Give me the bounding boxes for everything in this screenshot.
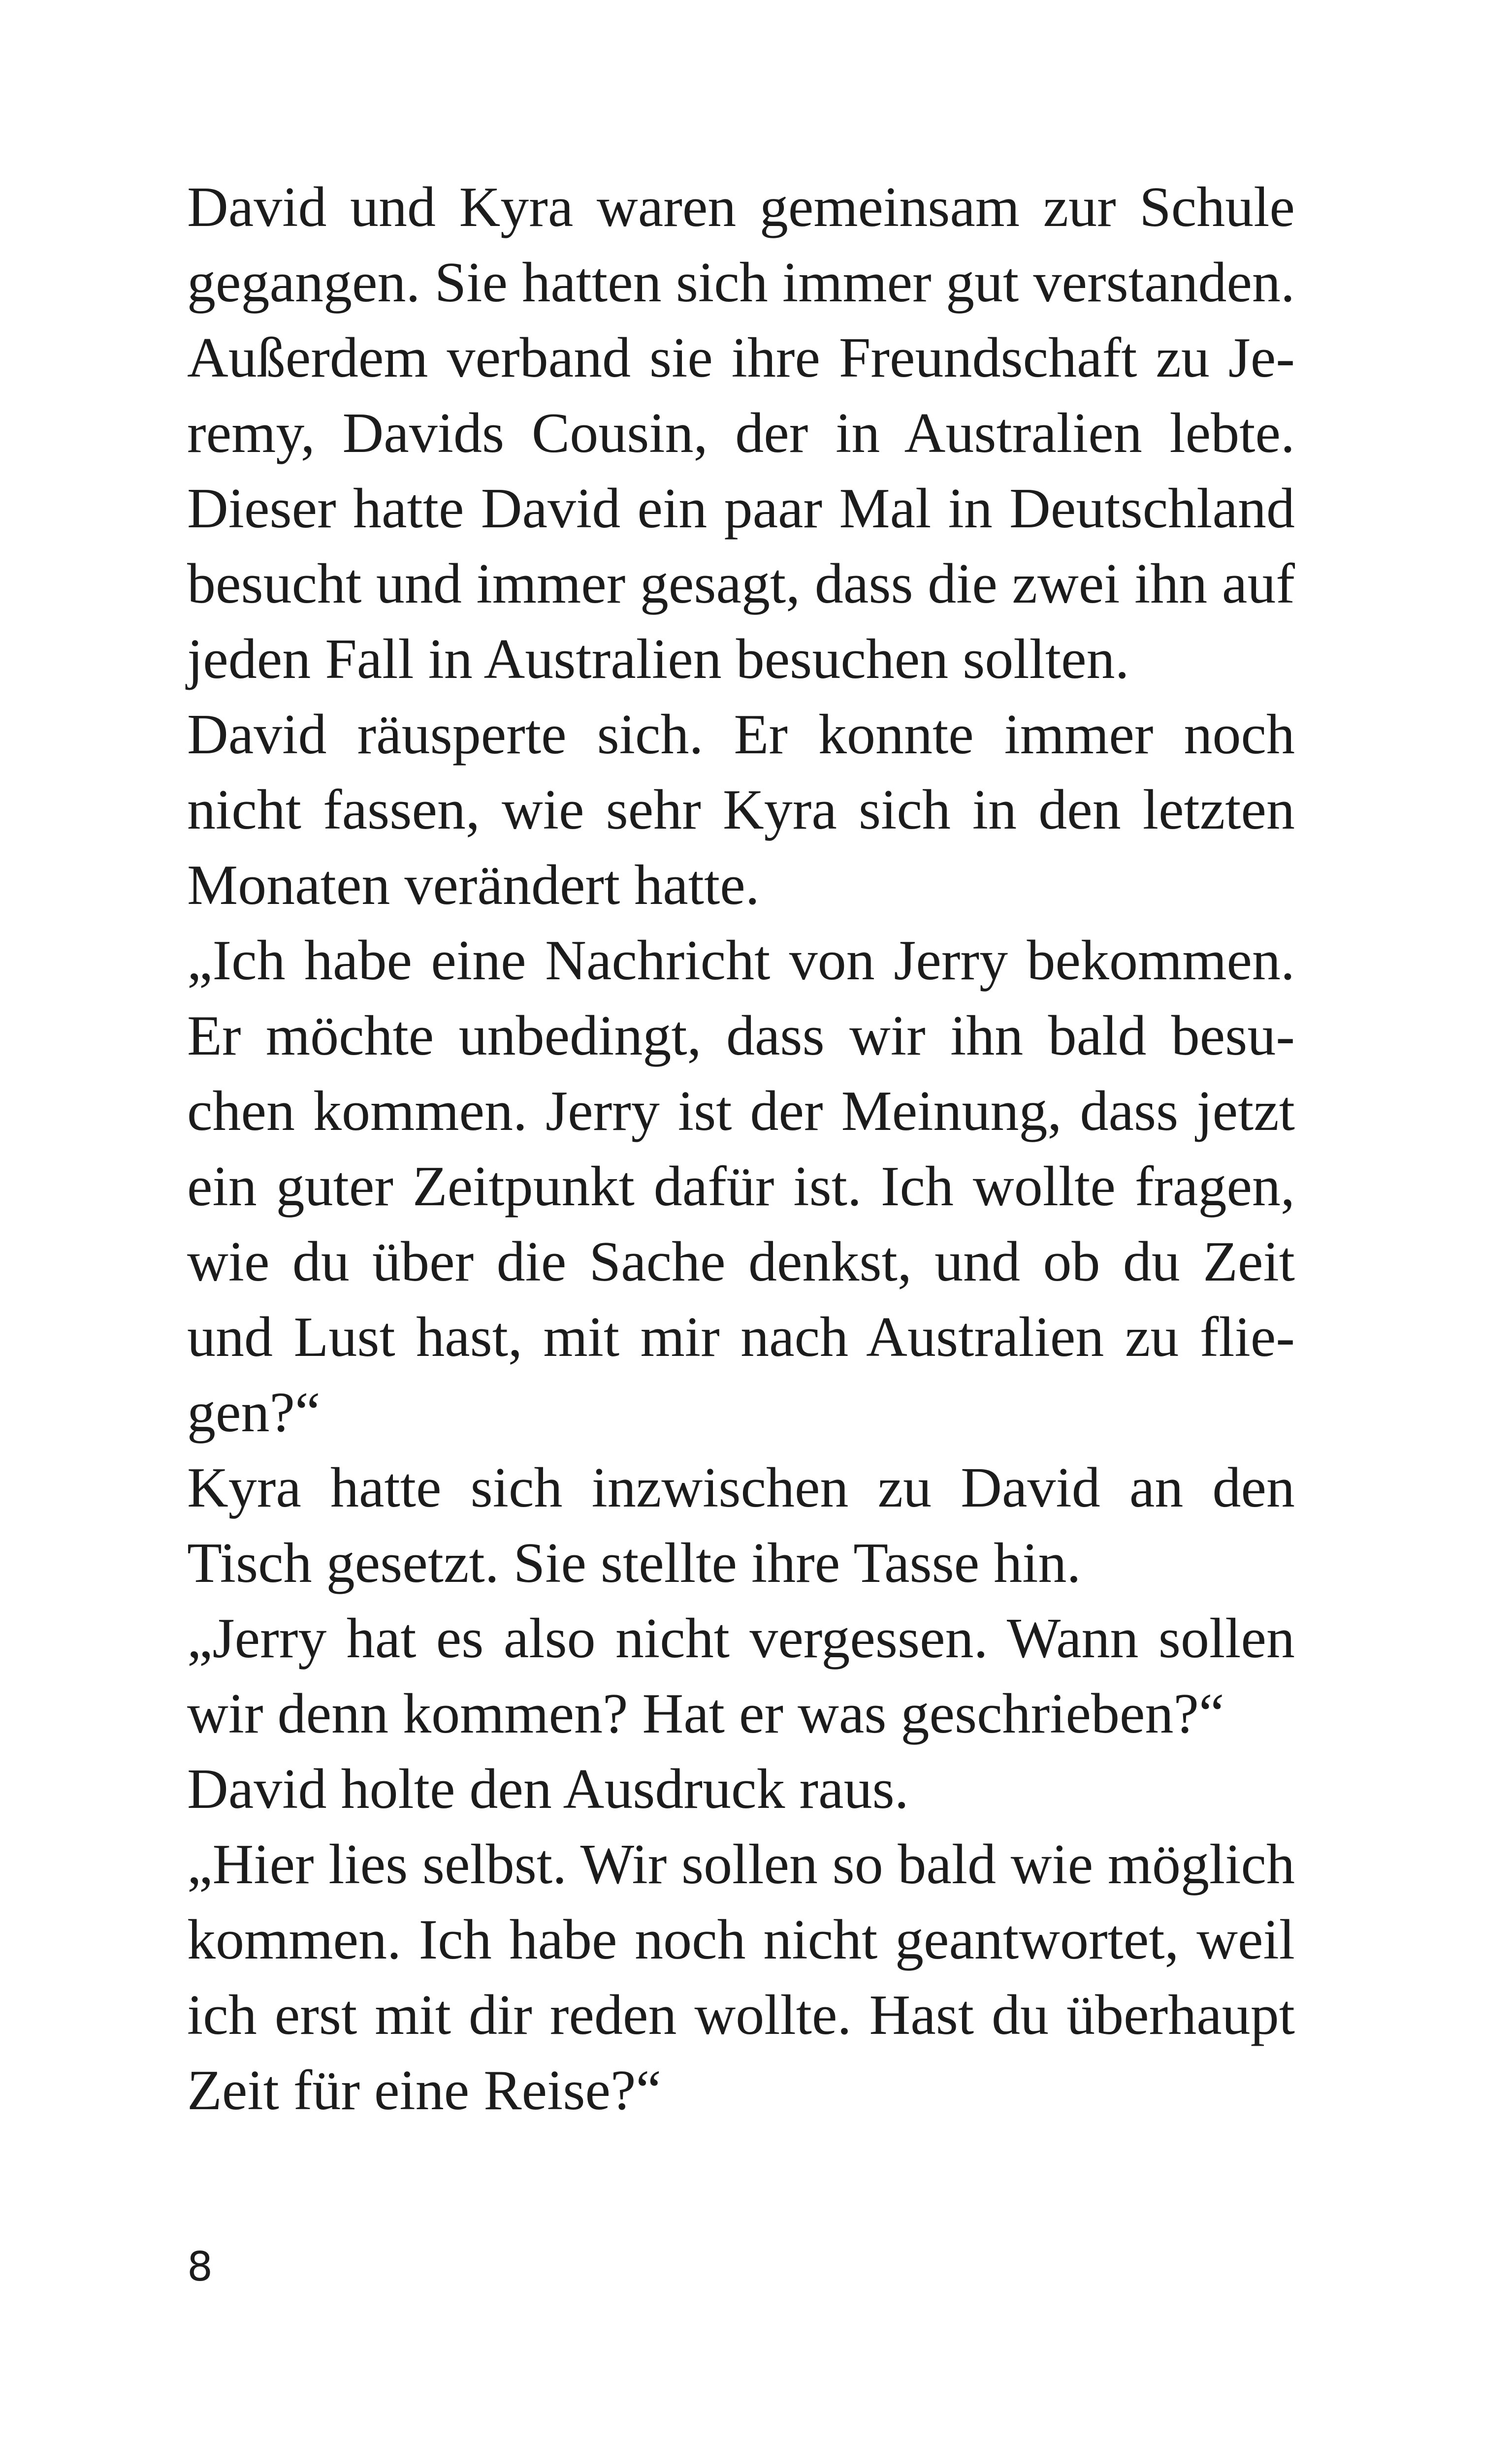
text-line: Monaten verändert hatte. <box>187 854 760 917</box>
text-line: David und Kyra waren gemeinsam zur Schule <box>187 176 1295 239</box>
paragraph <box>187 1450 1295 1601</box>
text-line: wir denn kommen? Hat er was geschrieben?“ <box>187 1682 1224 1745</box>
text-line: Außerdem verband sie ihre Freundschaft zu Je- <box>187 326 1295 389</box>
page-number: 8 <box>187 2244 213 2290</box>
text-line: besucht und immer gesagt, dass die zwei ihn auf <box>187 552 1295 615</box>
text-line: David räusperte sich. Er konnte immer noch <box>187 703 1295 766</box>
text-line: Kyra hatte sich inzwischen zu David an den <box>187 1456 1295 1519</box>
paragraph <box>187 923 1295 1450</box>
text-line: und Lust hast, mit mir nach Australien zu flie- <box>187 1306 1295 1369</box>
text-line: remy, Davids Cousin, der in Australien lebte. <box>187 402 1295 465</box>
text-line: David holte den Ausdruck raus. <box>187 1758 909 1821</box>
text-line: „Jerry hat es also nicht vergessen. Wann sollen <box>187 1607 1295 1670</box>
paragraph <box>187 1827 1295 2128</box>
text-line: kommen. Ich habe noch nicht geantwortet, weil <box>187 1908 1295 1971</box>
text-line: nicht fassen, wie sehr Kyra sich in den letzten <box>187 778 1295 841</box>
text-line: „Ich habe eine Nachricht von Jerry bekommen. <box>187 929 1295 992</box>
text-line: gegangen. Sie hatten sich immer gut verstanden. <box>187 251 1295 314</box>
paragraph <box>187 697 1295 923</box>
text-line: ich erst mit dir reden wollte. Hast du überhaupt <box>187 1984 1295 2047</box>
body-text <box>187 170 1295 2128</box>
text-line: gen?“ <box>187 1381 321 1444</box>
text-line: wie du über die Sache denkst, und ob du Zeit <box>187 1230 1295 1293</box>
text-line: Tisch gesetzt. Sie stellte ihre Tasse hin. <box>187 1532 1081 1595</box>
text-line: chen kommen. Jerry ist der Meinung, dass jetzt <box>187 1080 1295 1143</box>
text-line: Dieser hatte David ein paar Mal in Deutschland <box>187 477 1295 540</box>
paragraph <box>187 170 1295 697</box>
text-line: Zeit für eine Reise?“ <box>187 2059 661 2122</box>
paragraph <box>187 1601 1295 1752</box>
text-line: jeden Fall in Australien besuchen sollten. <box>187 628 1129 691</box>
paragraph <box>187 1752 1295 1827</box>
text-line: ein guter Zeitpunkt dafür ist. Ich wollte fragen, <box>187 1155 1295 1218</box>
text-line: Er möchte unbedingt, dass wir ihn bald besu- <box>187 1004 1295 1067</box>
text-line: „Hier lies selbst. Wir sollen so bald wie möglich <box>187 1833 1295 1896</box>
